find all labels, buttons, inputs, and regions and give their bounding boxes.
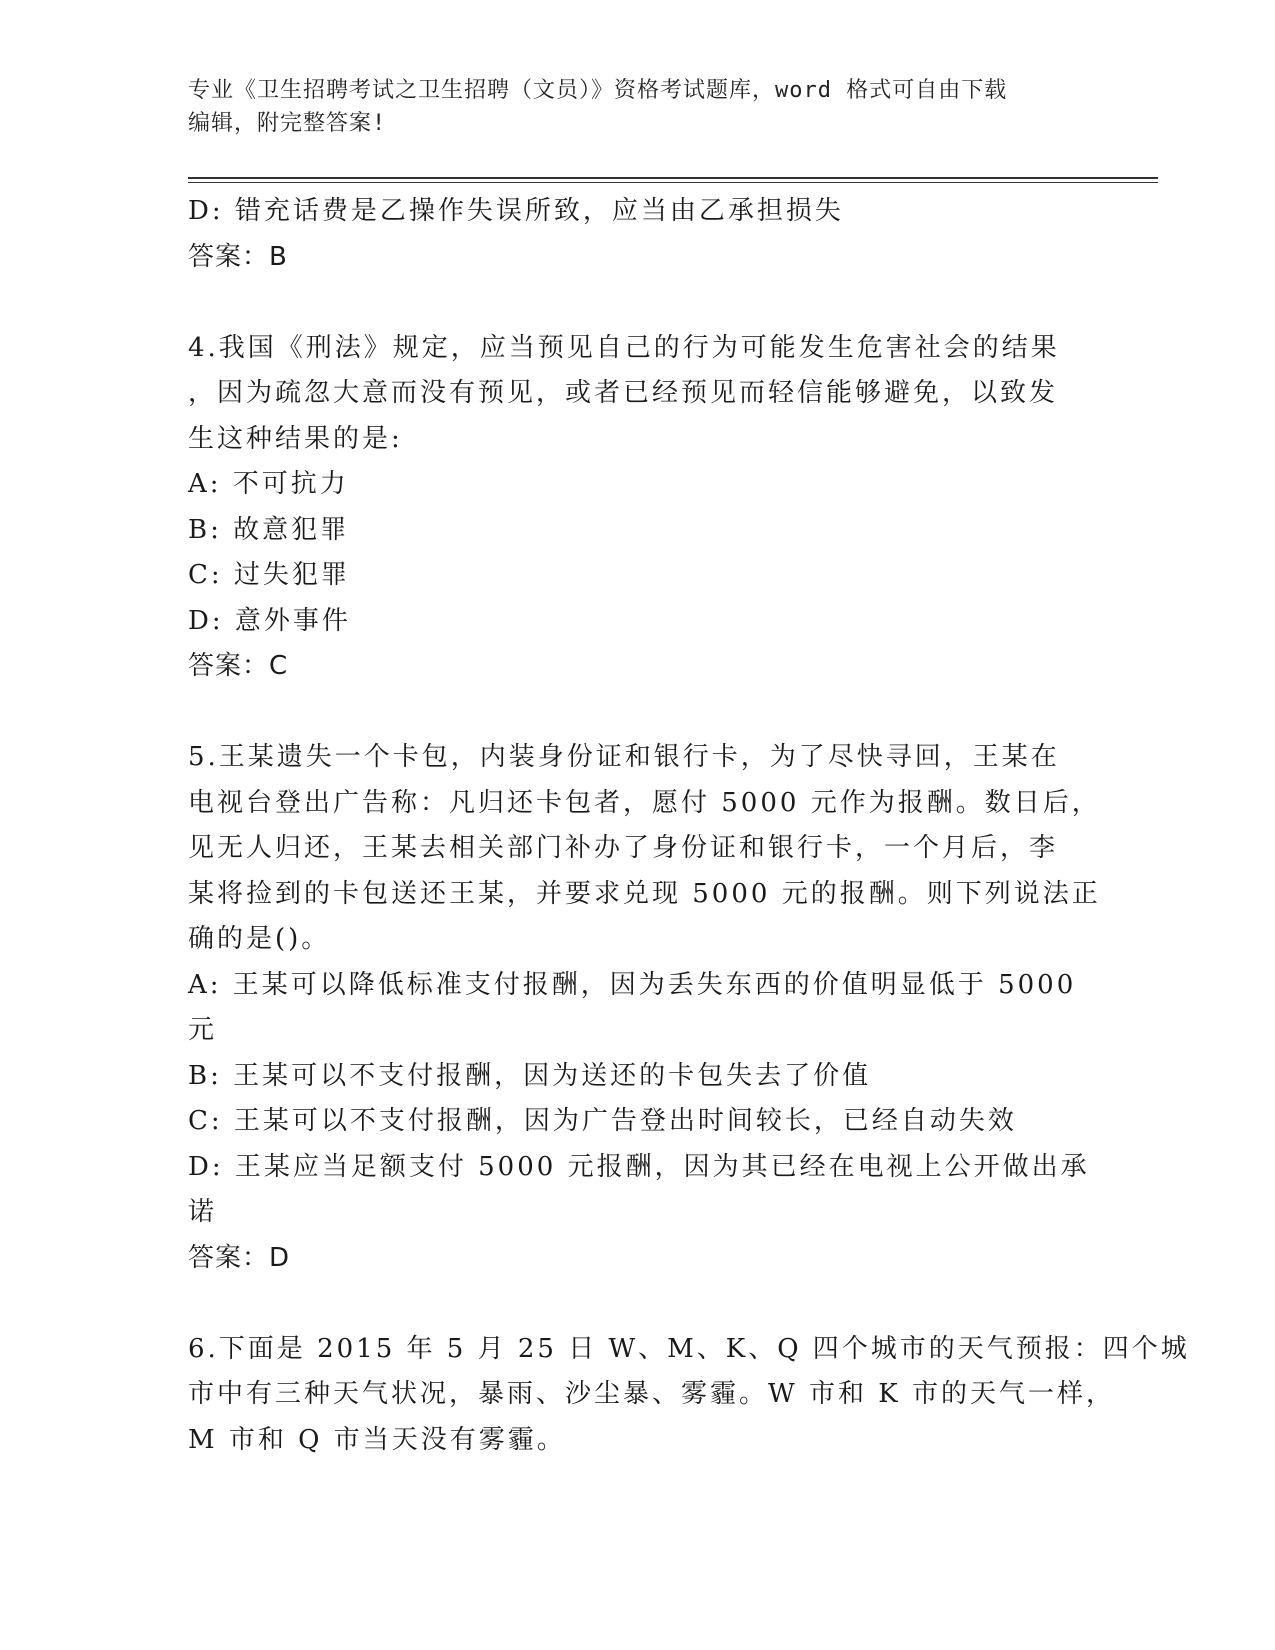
q6-stem-line: 6.下面是 2015 年 5 月 25 日 W、M、K、Q 四个城市的天气预报：四个城 xyxy=(188,1333,1190,1364)
q4-stem-line: 4.我国《刑法》规定，应当预见自己的行为可能发生危害社会的结果 xyxy=(188,332,1060,363)
spacer xyxy=(188,1281,1088,1327)
header-line: 专业《卫生招聘考试之卫生招聘（文员）》资格考试题库，word 格式可自由下载 xyxy=(188,78,1008,103)
q5-stem-line: 5.王某遗失一个卡包，内装身份证和银行卡，为了尽快寻回，王某在 xyxy=(188,742,1060,772)
q5-option-b: B: 王某可以不支付报酬，因为送还的卡包失去了价值 xyxy=(188,1060,872,1091)
q5-answer: 答案：D xyxy=(188,1242,291,1273)
q5-stem-line: 电视台登出广告称：凡归还卡包者，愿付 5000 元作为报酬。数日后， xyxy=(188,787,1101,818)
q5-option-d: D: 王某应当足额支付 5000 元报酬，因为其已经在电视上公开做出承 xyxy=(188,1151,1090,1182)
q3-answer: 答案：B xyxy=(188,241,288,272)
question-content xyxy=(188,189,1190,1463)
q4-answer: 答案：C xyxy=(188,651,289,681)
q4-option-a: A: 不可抗力 xyxy=(188,469,349,499)
q3-option-d: D: 错充话费是乙操作失误所致，应当由乙承担损失 xyxy=(188,196,844,226)
q6-stem-line: M 市和 Q 市当天没有雾霾。 xyxy=(188,1424,566,1455)
header-divider-thin xyxy=(188,182,1158,183)
q5-stem-line: 确的是()。 xyxy=(188,924,331,954)
q5-stem-line: 见无人归还，王某去相关部门补办了身份证和银行卡，一个月后，李 xyxy=(188,833,1059,863)
q4-option-d: D: 意外事件 xyxy=(188,605,351,636)
q4-option-c: C: 过失犯罪 xyxy=(188,560,350,590)
q4-stem-line: ，因为疏忽大意而没有预见，或者已经预见而轻信能够避免，以致发 xyxy=(188,378,1059,408)
q6-stem-line: 市中有三种天气状况，暴雨、沙尘暴、雾霾。W 市和 K 市的天气一样， xyxy=(188,1379,1115,1409)
header-line: 编辑，附完整答案! xyxy=(188,111,387,136)
spacer xyxy=(188,690,1088,736)
q4-option-b: B: 故意犯罪 xyxy=(188,514,350,545)
q5-option-a-cont: 元 xyxy=(188,1015,218,1045)
q5-option-a: A: 王某可以降低标准支付报酬，因为丢失东西的价值明显低于 5000 xyxy=(188,969,1077,1000)
header-divider-thick xyxy=(188,177,1158,179)
spacer xyxy=(188,280,1088,326)
q4-stem-line: 生这种结果的是: xyxy=(188,423,403,454)
q5-option-d-cont: 诺 xyxy=(188,1197,218,1227)
q5-stem-line: 某将捡到的卡包送还王某，并要求兑现 5000 元的报酬。则下列说法正 xyxy=(188,878,1101,909)
q5-option-c: C: 王某可以不支付报酬，因为广告登出时间较长，已经自动失效 xyxy=(188,1106,1017,1136)
document-header xyxy=(188,74,1088,140)
